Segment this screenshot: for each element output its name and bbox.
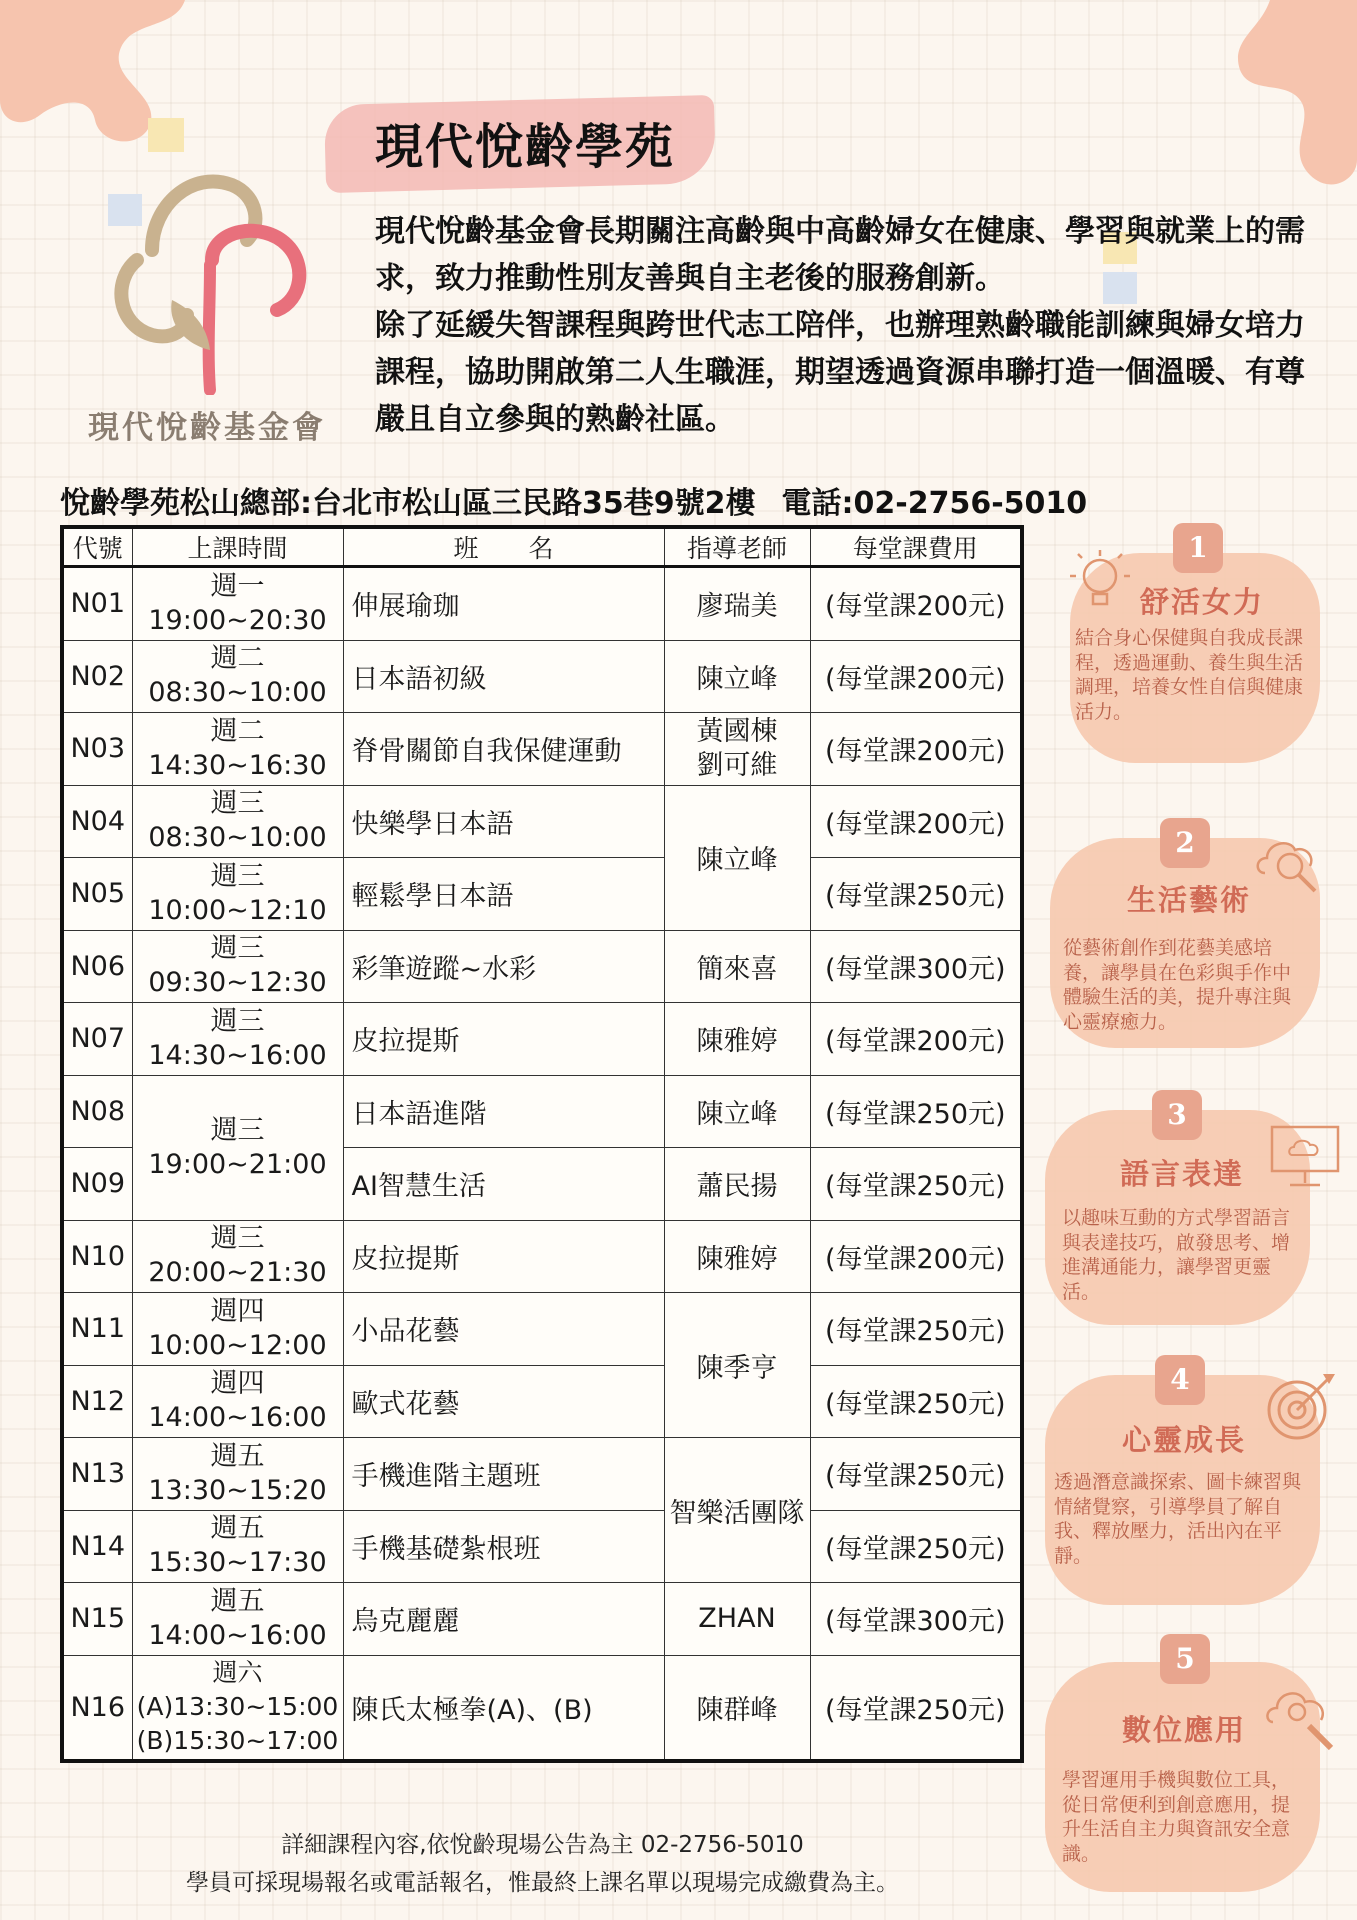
table-row xyxy=(62,1003,1022,1076)
cell-hours: 19:00~21:00 xyxy=(148,1148,327,1180)
cell-code: N12 xyxy=(62,1365,132,1438)
cell-code: N01 xyxy=(62,567,132,641)
cell-day: 週四 xyxy=(210,1368,265,1400)
cell-hours: 10:00~12:10 xyxy=(148,894,327,926)
address-line xyxy=(60,478,1087,522)
table-row xyxy=(62,713,1022,786)
course-schedule-table xyxy=(60,525,1024,1763)
table-row xyxy=(62,1293,1022,1366)
cell-class-name: 皮拉提斯 xyxy=(343,1220,664,1293)
table-row xyxy=(62,1438,1022,1511)
corner-decoration-top-right xyxy=(1230,0,1357,200)
cell-time xyxy=(132,567,343,641)
table-row xyxy=(62,858,1022,931)
cell-fee: (每堂課250元) xyxy=(810,1075,1022,1148)
cell-code: N16 xyxy=(62,1655,132,1761)
cell-fee: (每堂課250元) xyxy=(810,1438,1022,1511)
card-title: 舒活女力 xyxy=(1140,585,1265,619)
table-row xyxy=(62,1365,1022,1438)
table-row xyxy=(62,1220,1022,1293)
header-code: 代號 xyxy=(62,527,132,567)
cell-fee: (每堂課300元) xyxy=(810,1583,1022,1656)
table-row xyxy=(62,1583,1022,1656)
cell-day: 週六 xyxy=(212,1658,263,1688)
cell-time xyxy=(132,1075,343,1220)
cell-time xyxy=(132,1293,343,1366)
cell-class-name: 小品花藝 xyxy=(343,1293,664,1366)
intro-paragraph-2: 除了延緩失智課程與跨世代志工陪伴，也辦理熟齡職能訓練與婦女培力課程，協助開啟第二人生職涯，期望透過資源串聯打造一個溫暖、有尊嚴且自立參與的熟齡社區。 xyxy=(375,308,1305,437)
cell-fee: (每堂課250元) xyxy=(810,1655,1022,1761)
cell-day: 週三 xyxy=(210,1005,265,1037)
cell-teacher: 簡來喜 xyxy=(664,930,810,1003)
card-number-badge: 5 xyxy=(1160,1634,1210,1684)
card-description: 結合身心保健與自我成長課程，透過運動、養生與生活調理，培養女性自信與健康活力。 xyxy=(1075,627,1304,723)
cell-hours: 14:30~16:00 xyxy=(148,1039,327,1071)
cell-class-name: 手機基礎紮根班 xyxy=(343,1510,664,1583)
cell-class-name: 陳氏太極拳(A)、(B) xyxy=(343,1655,664,1761)
cell-teacher-2: 劉可維 xyxy=(696,749,778,781)
cell-teacher: 陳立峰 xyxy=(664,785,810,930)
cell-code: N03 xyxy=(62,713,132,786)
cell-teacher: 陳季亨 xyxy=(664,1293,810,1438)
decor-square-yellow xyxy=(148,118,184,152)
feature-card-3 xyxy=(1040,1090,1340,1340)
cell-time xyxy=(132,640,343,713)
target-arrow-icon xyxy=(1265,1370,1337,1442)
cell-hours: 13:30~15:20 xyxy=(148,1474,327,1506)
header-time: 上課時間 xyxy=(132,527,343,567)
cell-class-name: 輕鬆學日本語 xyxy=(343,858,664,931)
cell-fee: (每堂課200元) xyxy=(810,785,1022,858)
cell-day: 週三 xyxy=(210,1223,265,1255)
cell-day: 週五 xyxy=(210,1440,265,1472)
card-number-badge: 4 xyxy=(1155,1355,1205,1405)
cell-hours-2: (B)15:30~17:00 xyxy=(136,1726,339,1756)
card-number-badge: 2 xyxy=(1160,818,1210,868)
cloud-search-icon xyxy=(1255,828,1325,898)
table-header-row xyxy=(62,527,1022,567)
cell-day: 週二 xyxy=(210,715,265,747)
cell-code: N05 xyxy=(62,858,132,931)
cell-code: N15 xyxy=(62,1583,132,1656)
cell-time xyxy=(132,1655,343,1761)
cell-code: N10 xyxy=(62,1220,132,1293)
table-row xyxy=(62,567,1022,641)
cell-day: 週三 xyxy=(210,1114,265,1146)
computer-monitor-icon xyxy=(1270,1125,1340,1190)
cell-hours: 19:00~20:30 xyxy=(148,604,327,636)
cell-hours: 08:30~10:00 xyxy=(148,677,327,709)
tree-sprout-logo-icon xyxy=(92,150,332,395)
cell-fee: (每堂課300元) xyxy=(810,930,1022,1003)
cell-day: 週二 xyxy=(210,643,265,675)
cell-class-name: 日本語初級 xyxy=(343,640,664,713)
cell-teacher: 陳雅婷 xyxy=(664,1220,810,1293)
intro-text xyxy=(375,208,1310,443)
footer-notes xyxy=(0,1826,1085,1902)
cell-teacher-1: 黃國棟 xyxy=(696,715,778,747)
cell-time xyxy=(132,713,343,786)
cell-teacher: 陳立峰 xyxy=(664,1075,810,1148)
cell-code: N09 xyxy=(62,1148,132,1221)
cell-code: N07 xyxy=(62,1003,132,1076)
cell-time xyxy=(132,1438,343,1511)
cloud-gear-icon xyxy=(1265,1682,1337,1752)
cell-teacher xyxy=(664,713,810,786)
cell-class-name: 彩筆遊蹤~水彩 xyxy=(343,930,664,1003)
feature-card-4 xyxy=(1040,1355,1345,1615)
org-name: 現代悅齡基金會 xyxy=(88,410,326,446)
feature-card-1 xyxy=(1065,518,1335,768)
cell-fee: (每堂課250元) xyxy=(810,1365,1022,1438)
cell-day: 週一 xyxy=(210,570,265,602)
cell-code: N02 xyxy=(62,640,132,713)
cell-teacher: ZHAN xyxy=(664,1583,810,1656)
cell-class-name: 脊骨關節自我保健運動 xyxy=(343,713,664,786)
cell-class-name: AI智慧生活 xyxy=(343,1148,664,1221)
card-title: 生活藝術 xyxy=(1127,883,1252,917)
page-title: 現代悅齡學苑 xyxy=(375,119,676,175)
table-row xyxy=(62,1510,1022,1583)
card-number-badge: 1 xyxy=(1173,523,1223,573)
cell-code: N13 xyxy=(62,1438,132,1511)
card-description: 以趣味互動的方式學習語言與表達技巧，啟發思考、增進溝通能力，讓學習更靈活。 xyxy=(1062,1207,1291,1303)
cell-fee: (每堂課250元) xyxy=(810,1293,1022,1366)
card-description: 從藝術創作到花藝美感培養，讓學員在色彩與手作中體驗生活的美，提升專注與心靈療癒力。 xyxy=(1063,937,1292,1033)
cell-code: N14 xyxy=(62,1510,132,1583)
cell-code: N06 xyxy=(62,930,132,1003)
card-number-badge: 3 xyxy=(1152,1090,1202,1140)
cell-time xyxy=(132,1583,343,1656)
feature-card-5 xyxy=(1040,1632,1345,1902)
cell-hours: 08:30~10:00 xyxy=(148,822,327,854)
table-row xyxy=(62,785,1022,858)
cell-hours: 14:00~16:00 xyxy=(148,1619,327,1651)
cell-class-name: 日本語進階 xyxy=(343,1075,664,1148)
cell-day: 週三 xyxy=(210,788,265,820)
table-row xyxy=(62,640,1022,713)
cell-code: N08 xyxy=(62,1075,132,1148)
table-row xyxy=(62,1075,1022,1148)
cell-fee: (每堂課200元) xyxy=(810,1220,1022,1293)
footer-line-1: 詳細課程內容,依悅齡現場公告為主 02-2756-5010 xyxy=(281,1832,804,1858)
cell-teacher: 陳雅婷 xyxy=(664,1003,810,1076)
table-row xyxy=(62,930,1022,1003)
cell-class-name: 皮拉提斯 xyxy=(343,1003,664,1076)
table-row xyxy=(62,1655,1022,1761)
header-teacher: 指導老師 xyxy=(664,527,810,567)
cell-fee: (每堂課200元) xyxy=(810,640,1022,713)
cell-class-name: 手機進階主題班 xyxy=(343,1438,664,1511)
cell-time xyxy=(132,930,343,1003)
cell-fee: (每堂課250元) xyxy=(810,1148,1022,1221)
cell-fee: (每堂課250元) xyxy=(810,858,1022,931)
cell-fee: (每堂課200元) xyxy=(810,713,1022,786)
cell-hours: (A)13:30~15:00 xyxy=(136,1692,339,1722)
cell-hours: 09:30~12:30 xyxy=(148,967,327,999)
phone-text: 電話:02-2756-5010 xyxy=(781,486,1088,521)
cell-hours: 14:30~16:30 xyxy=(148,749,327,781)
intro-paragraph-1: 現代悅齡基金會長期關注高齡與中高齡婦女在健康、學習與就業上的需求，致力推動性別友善與自主老後的服務創新。 xyxy=(375,214,1305,296)
cell-teacher: 廖瑞美 xyxy=(664,567,810,641)
cell-code: N04 xyxy=(62,785,132,858)
cell-class-name: 伸展瑜珈 xyxy=(343,567,664,641)
cell-time xyxy=(132,858,343,931)
cell-day: 週三 xyxy=(210,860,265,892)
cell-time xyxy=(132,1510,343,1583)
cell-class-name: 快樂學日本語 xyxy=(343,785,664,858)
header-class-name: 班 名 xyxy=(343,527,664,567)
cell-time xyxy=(132,1220,343,1293)
cell-day: 週三 xyxy=(210,933,265,965)
card-title: 數位應用 xyxy=(1122,1713,1247,1747)
header-fee: 每堂課費用 xyxy=(810,527,1022,567)
cell-day: 週四 xyxy=(210,1295,265,1327)
cell-teacher: 蕭民揚 xyxy=(664,1148,810,1221)
cell-teacher: 陳立峰 xyxy=(664,640,810,713)
footer-line-2: 學員可採現場報名或電話報名，惟最終上課名單以現場完成繳費為主。 xyxy=(186,1870,899,1896)
cell-day: 週五 xyxy=(210,1513,265,1545)
card-title: 語言表達 xyxy=(1120,1157,1245,1191)
cell-time xyxy=(132,1003,343,1076)
address-text: 悅齡學苑松山總部:台北市松山區三民路35巷9號2樓 xyxy=(60,486,756,521)
cell-teacher: 陳群峰 xyxy=(664,1655,810,1761)
cell-class-name: 烏克麗麗 xyxy=(343,1583,664,1656)
cell-code: N11 xyxy=(62,1293,132,1366)
cell-teacher: 智樂活團隊 xyxy=(664,1438,810,1583)
feature-card-2 xyxy=(1045,818,1335,1068)
card-title: 心靈成長 xyxy=(1122,1423,1247,1457)
lightbulb-icon xyxy=(1070,548,1130,618)
cell-hours: 10:00~12:00 xyxy=(148,1329,327,1361)
cell-day: 週五 xyxy=(210,1585,265,1617)
card-description: 透過潛意識探索、圖卡練習與情緒覺察，引導學員了解自我、釋放壓力，活出內在平靜。 xyxy=(1054,1471,1302,1567)
cell-fee: (每堂課200元) xyxy=(810,1003,1022,1076)
cell-hours: 15:30~17:30 xyxy=(148,1547,327,1579)
cell-fee: (每堂課200元) xyxy=(810,567,1022,641)
cell-time xyxy=(132,785,343,858)
cell-time xyxy=(132,1365,343,1438)
cell-hours: 20:00~21:30 xyxy=(148,1257,327,1289)
cell-fee: (每堂課250元) xyxy=(810,1510,1022,1583)
cell-class-name: 歐式花藝 xyxy=(343,1365,664,1438)
cell-hours: 14:00~16:00 xyxy=(148,1402,327,1434)
card-description: 學習運用手機與數位工具，從日常便利到創意應用，提升生活自主力與資訊安全意識。 xyxy=(1062,1769,1291,1865)
